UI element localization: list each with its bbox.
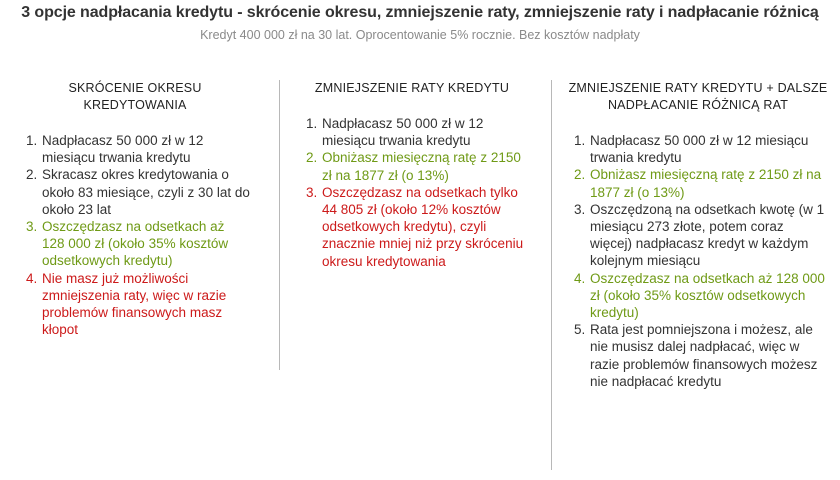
- column-heading: ZMNIEJSZENIE RATY KREDYTU: [314, 81, 510, 95]
- column-heading: SKRÓCENIE OKRESU KREDYTOWANIA: [68, 81, 202, 112]
- list-item: 1. Nadpłacasz 50 000 zł w 12 miesiącu trwania kredytu: [41, 132, 250, 166]
- list-item: 3. Oszczędzasz na odsetkach tylko 44 805 zł (około 12% kosztów odsetkowych kredytu), czyli znacznie mniej niż przy skróceniu okresu kredytowania: [321, 184, 524, 270]
- option-column-reduce-and-overpay: [568, 80, 828, 390]
- column-heading: ZMNIEJSZENIE RATY KREDYTU + DALSZE NADPŁACANIE RÓŻNICĄ RAT: [568, 81, 828, 112]
- option-list: [568, 132, 828, 390]
- column-divider: [551, 80, 552, 470]
- option-list: [20, 132, 250, 338]
- list-item: 1. Nadpłacasz 50 000 zł w 12 miesiącu trwania kredytu: [321, 115, 524, 149]
- list-item: 5. Rata jest pomniejszona i możesz, ale nie musisz dalej nadpłacać, więc w razie problemów finansowych możesz nie nadpłacać kredytu: [589, 321, 828, 390]
- list-item: 4. Oszczędzasz na odsetkach aż 128 000 zł (około 35% kosztów odsetkowych kredytu): [589, 270, 828, 322]
- column-divider: [279, 80, 280, 370]
- page-title: 3 opcje nadpłacania kredytu - skrócenie okresu, zmniejszenie raty, zmniejszenie raty i nadpłacanie różnicą: [21, 4, 819, 21]
- list-item: 2. Obniżasz miesięczną ratę z 2150 zł na 1877 zł (o 13%): [321, 149, 524, 183]
- page-subtitle: Kredyt 400 000 zł na 30 lat. Oprocentowanie 5% rocznie. Bez kosztów nadpłaty: [200, 28, 640, 42]
- list-item: 3. Oszczędzasz na odsetkach aż 128 000 zł (około 35% kosztów odsetkowych kredytu): [41, 218, 250, 270]
- list-item: 3. Oszczędzoną na odsetkach kwotę (w 1 miesiącu 273 złote, potem coraz więcej) nadpłacasz kredyt w każdym kolejnym miesiącu: [589, 201, 828, 270]
- list-item: 2. Obniżasz miesięczną ratę z 2150 zł na 1877 zł (o 13%): [589, 166, 828, 200]
- option-column-shorten-term: [20, 80, 250, 338]
- option-list: [300, 115, 524, 270]
- list-item: 4. Nie masz już możliwości zmniejszenia raty, więc w razie problemów finansowych masz kłopot: [41, 270, 250, 339]
- option-column-reduce-installment: [300, 80, 524, 270]
- list-item: 1. Nadpłacasz 50 000 zł w 12 miesiącu trwania kredytu: [589, 132, 828, 166]
- list-item: 2. Skracasz okres kredytowania o około 83 miesiące, czyli z 30 lat do około 23 lat: [41, 166, 250, 218]
